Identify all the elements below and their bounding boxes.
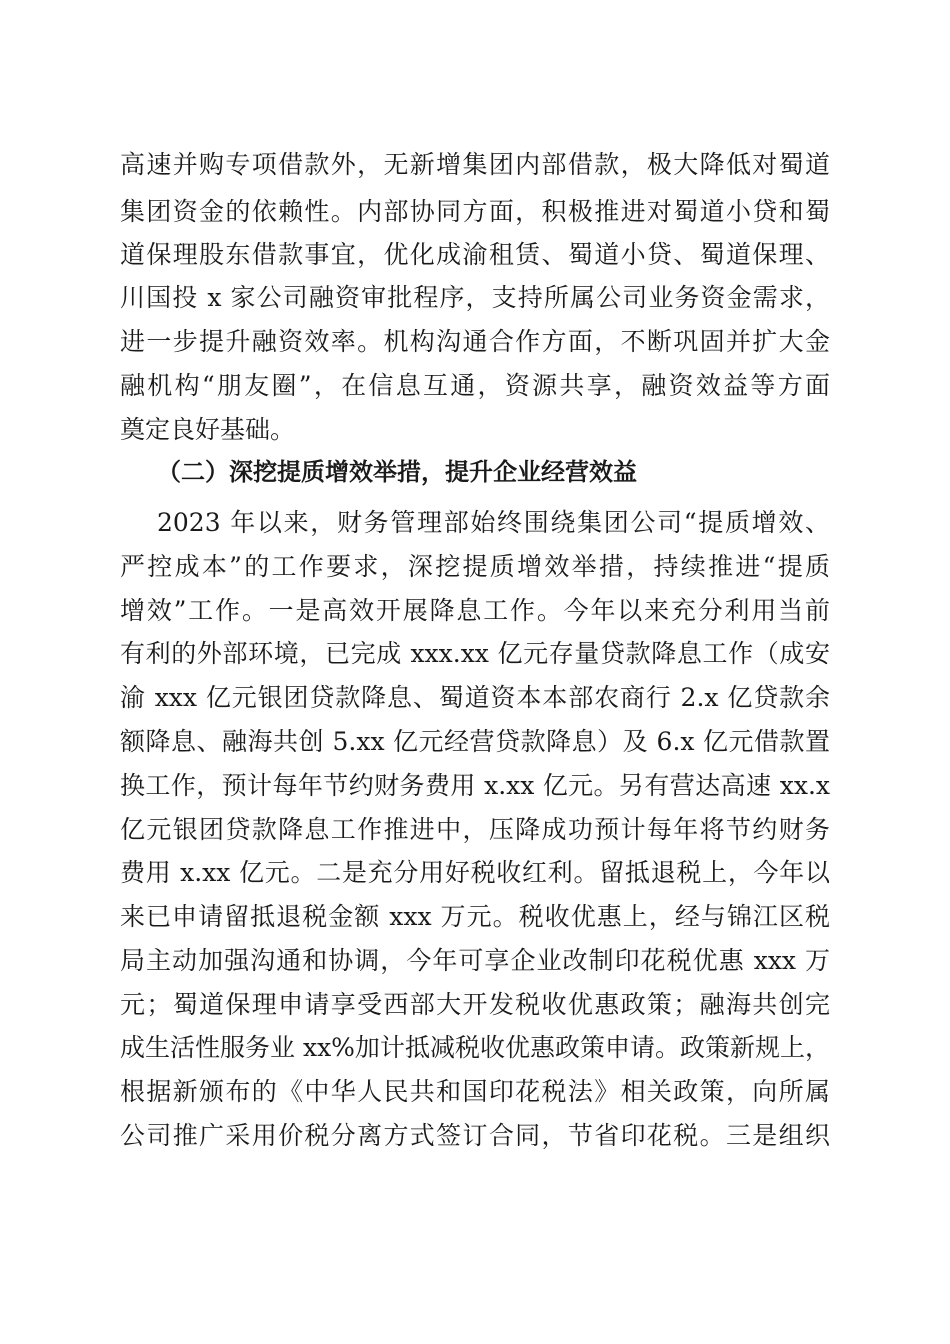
- paragraph1-line-7: 奠定良好基础。: [120, 415, 296, 444]
- section-heading: （二）深挖提质增效举措，提升企业经营效益: [157, 458, 637, 486]
- paragraph1-line-1: 高速并购专项借款外，无新增集团内部借款，极大降低对蜀道: [120, 150, 830, 179]
- paragraph2-line-7: 换工作，预计每年节约财务费用 x.xx 亿元。另有营达高速 xx.x: [120, 771, 830, 800]
- paragraph2-line-10: 来已申请留抵退税金额 xxx 万元。税收优惠上，经与锦江区税: [120, 902, 830, 931]
- paragraph2-line-8: 亿元银团贷款降息工作推进中，压降成功预计每年将节约财务: [120, 815, 830, 844]
- paragraph2-line-15: 公司推广采用价税分离方式签订合同，节省印花税。三是组织: [120, 1121, 830, 1150]
- paragraph2-line-4: 有利的外部环境，已完成 xxx.xx 亿元存量贷款降息工作（成安: [120, 639, 830, 668]
- paragraph2-line-13: 成生活性服务业 xx%加计抵减税收优惠政策申请。政策新规上，: [120, 1033, 830, 1062]
- paragraph2-line-11: 局主动加强沟通和协调，今年可享企业改制印花税优惠 xxx 万: [120, 946, 830, 975]
- paragraph2-line-9: 费用 x.xx 亿元。二是充分用好税收红利。留抵退税上，今年以: [120, 858, 830, 887]
- paragraph1-line-5: 进一步提升融资效率。机构沟通合作方面，不断巩固并扩大金: [120, 327, 830, 356]
- paragraph1-line-6: 融机构“朋友圈”，在信息互通，资源共享，融资效益等方面: [120, 371, 830, 400]
- paragraph1-line-2: 集团资金的依赖性。内部协同方面，积极推进对蜀道小贷和蜀: [120, 197, 830, 226]
- paragraph2-line-3: 增效”工作。一是高效开展降息工作。今年以来充分利用当前: [120, 596, 830, 625]
- paragraph2-line-6: 额降息、融海共创 5.xx 亿元经营贷款降息）及 6.x 亿元借款置: [120, 727, 830, 756]
- paragraph2-line-5: 渝 xxx 亿元银团贷款降息、蜀道资本本部农商行 2.x 亿贷款余: [120, 683, 830, 712]
- paragraph2-line-1: 2023 年以来，财务管理部始终围绕集团公司“提质增效、: [157, 508, 830, 537]
- paragraph2-line-2: 严控成本”的工作要求，深挖提质增效举措，持续推进“提质: [120, 552, 830, 581]
- paragraph2-line-12: 元；蜀道保理申请享受西部大开发税收优惠政策；融海共创完: [120, 990, 830, 1019]
- paragraph1-line-4: 川国投 x 家公司融资审批程序，支持所属公司业务资金需求，: [120, 283, 830, 312]
- paragraph2-line-14: 根据新颁布的《中华人民共和国印花税法》相关政策，向所属: [120, 1077, 830, 1106]
- paragraph1-line-3: 道保理股东借款事宜，优化成渝租赁、蜀道小贷、蜀道保理、: [120, 240, 830, 269]
